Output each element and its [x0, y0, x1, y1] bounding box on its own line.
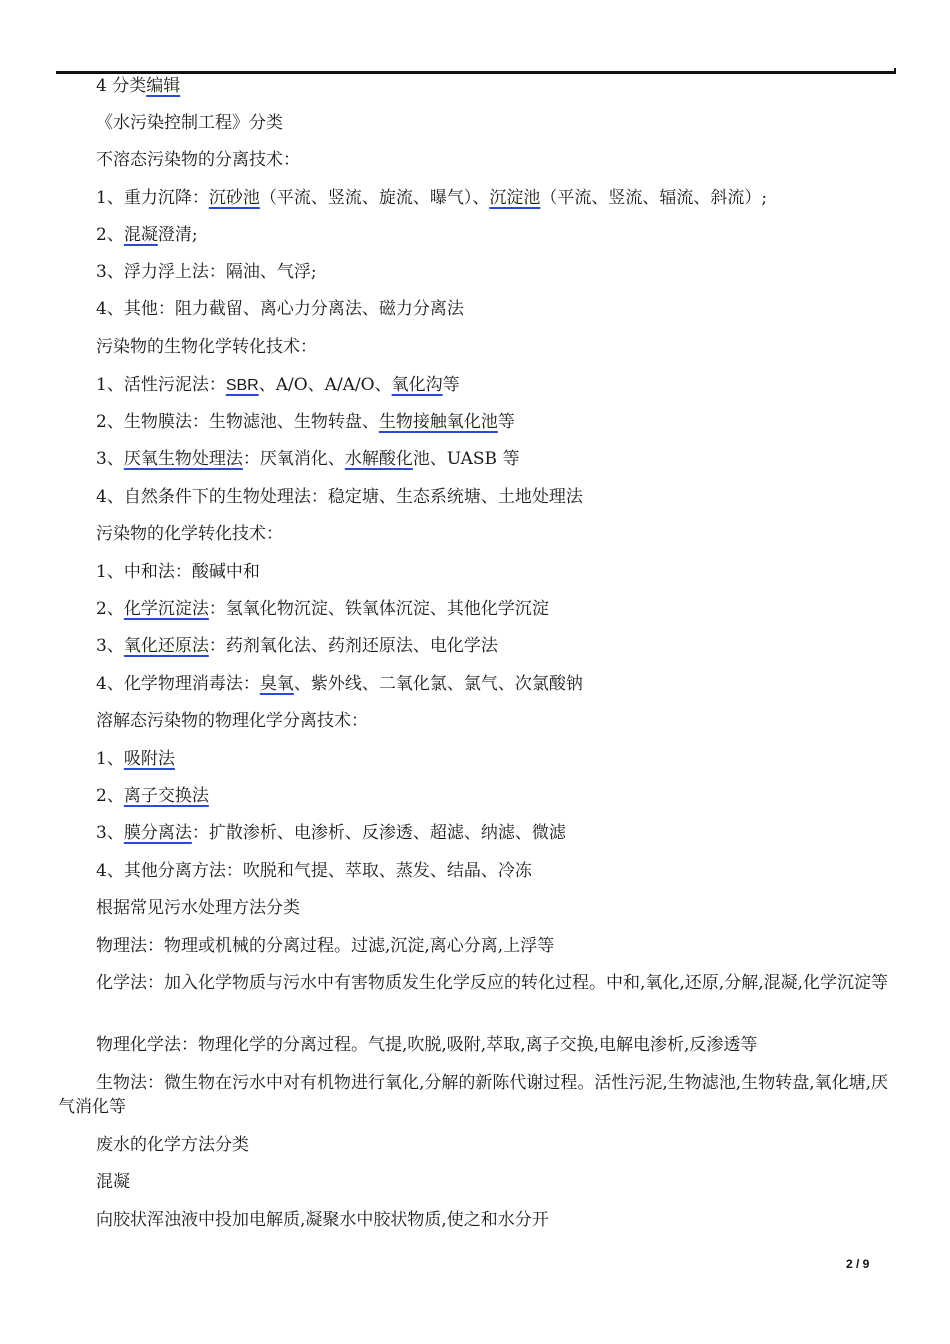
- subheading-textbook: 《水污染控制工程》分类: [96, 113, 283, 133]
- link-coagulation[interactable]: 混凝: [123, 225, 158, 245]
- link-membrane-separation[interactable]: 膜分离法: [123, 823, 192, 843]
- list-item: 1、中和法：酸碱中和: [96, 562, 260, 582]
- category-heading-common-methods: 根据常见污水处理方法分类: [96, 898, 300, 918]
- link-ion-exchange[interactable]: 离子交换法: [123, 786, 209, 806]
- list-item: 2、化学沉淀法：氢氧化物沉淀、铁氧体沉淀、其他化学沉淀: [96, 599, 549, 619]
- list-item: 2、混凝澄清;: [96, 225, 198, 245]
- list-item: 3、厌氧生物处理法：厌氧消化、水解酸化池、UASB 等: [96, 449, 520, 469]
- list-item: 3、膜分离法：扩散渗析、电渗析、反渗透、超滤、纳滤、微滤: [96, 823, 566, 843]
- category-heading-chemical: 污染物的化学转化技术：: [96, 524, 283, 544]
- header-rule: [56, 71, 896, 74]
- list-item: 1、吸附法: [96, 749, 175, 769]
- link-sedimentation-tank[interactable]: 沉淀池: [489, 188, 541, 208]
- link-ozone[interactable]: 臭氧: [259, 674, 294, 694]
- category-heading-physicochemical: 溶解态污染物的物理化学分离技术：: [96, 711, 368, 731]
- list-item: 1、重力沉降：沉砂池（平流、竖流、旋流、曝气）、沉淀池（平流、竖流、辐流、斜流）;: [96, 188, 768, 208]
- category-heading-insoluble: 不溶态污染物的分离技术：: [96, 150, 300, 170]
- list-item: 4、自然条件下的生物处理法：稳定塘、生态系统塘、土地处理法: [96, 487, 583, 507]
- link-biological-contact-oxidation[interactable]: 生物接触氧化池: [378, 412, 498, 432]
- list-item: 4、化学物理消毒法：臭氧、紫外线、二氧化氯、氯气、次氯酸钠: [96, 674, 583, 694]
- link-anaerobic-treatment[interactable]: 厌氧生物处理法: [123, 449, 243, 469]
- list-item: 2、生物膜法：生物滤池、生物转盘、生物接触氧化池等: [96, 412, 515, 432]
- link-adsorption[interactable]: 吸附法: [123, 749, 175, 769]
- paragraph-chemical: 化学法：加入化学物质与污水中有害物质发生化学反应的转化过程。中和,氧化,还原,分解,混凝,化学沉淀等: [96, 973, 889, 993]
- link-oxidation-ditch[interactable]: 氧化沟: [391, 375, 443, 395]
- category-heading-biochemical: 污染物的生物化学转化技术：: [96, 337, 317, 357]
- link-grit-chamber[interactable]: 沉砂池: [208, 188, 260, 208]
- term-coagulation: 混凝: [96, 1172, 130, 1192]
- list-item: 1、活性污泥法：SBR、A/O、A/A/O、氧化沟等: [96, 375, 460, 395]
- paragraph-physical: 物理法：物理或机械的分离过程。过滤,沉淀,离心分离,上浮等: [96, 936, 555, 956]
- link-chemical-precipitation[interactable]: 化学沉淀法: [123, 599, 209, 619]
- section-heading: 4 分类编辑: [96, 76, 181, 96]
- list-item: 2、离子交换法: [96, 786, 209, 806]
- page-number: 2 / 9: [846, 1257, 870, 1271]
- paragraph-biological: 生物法：微生物在污水中对有机物进行氧化,分解的新陈代谢过程。活性污泥,生物滤池,生物转盘,氧化塘,厌气消化等: [58, 1073, 889, 1117]
- list-item: 4、其他分离方法：吹脱和气提、萃取、蒸发、结晶、冷冻: [96, 861, 532, 881]
- paragraph-physicochemical: 物理化学法：物理化学的分离过程。气提,吹脱,吸附,萃取,离子交换,电解电渗析,反渗透等: [96, 1035, 758, 1055]
- list-item: 3、氧化还原法：药剂氧化法、药剂还原法、电化学法: [96, 636, 498, 656]
- list-item: 3、浮力浮上法：隔油、气浮;: [96, 262, 317, 282]
- link-redox[interactable]: 氧化还原法: [123, 636, 209, 656]
- link-sbr[interactable]: SBR: [225, 377, 259, 394]
- edit-link[interactable]: 编辑: [146, 76, 181, 96]
- category-heading-wastewater-chemical: 废水的化学方法分类: [96, 1135, 249, 1155]
- definition-coagulation: 向胶状浑浊液中投加电解质,凝聚水中胶状物质,使之和水分开: [96, 1210, 549, 1230]
- list-item: 4、其他：阻力截留、离心力分离法、磁力分离法: [96, 299, 464, 319]
- header-rule-tick: [894, 68, 896, 74]
- link-hydrolysis-acidification[interactable]: 水解酸化: [344, 449, 413, 469]
